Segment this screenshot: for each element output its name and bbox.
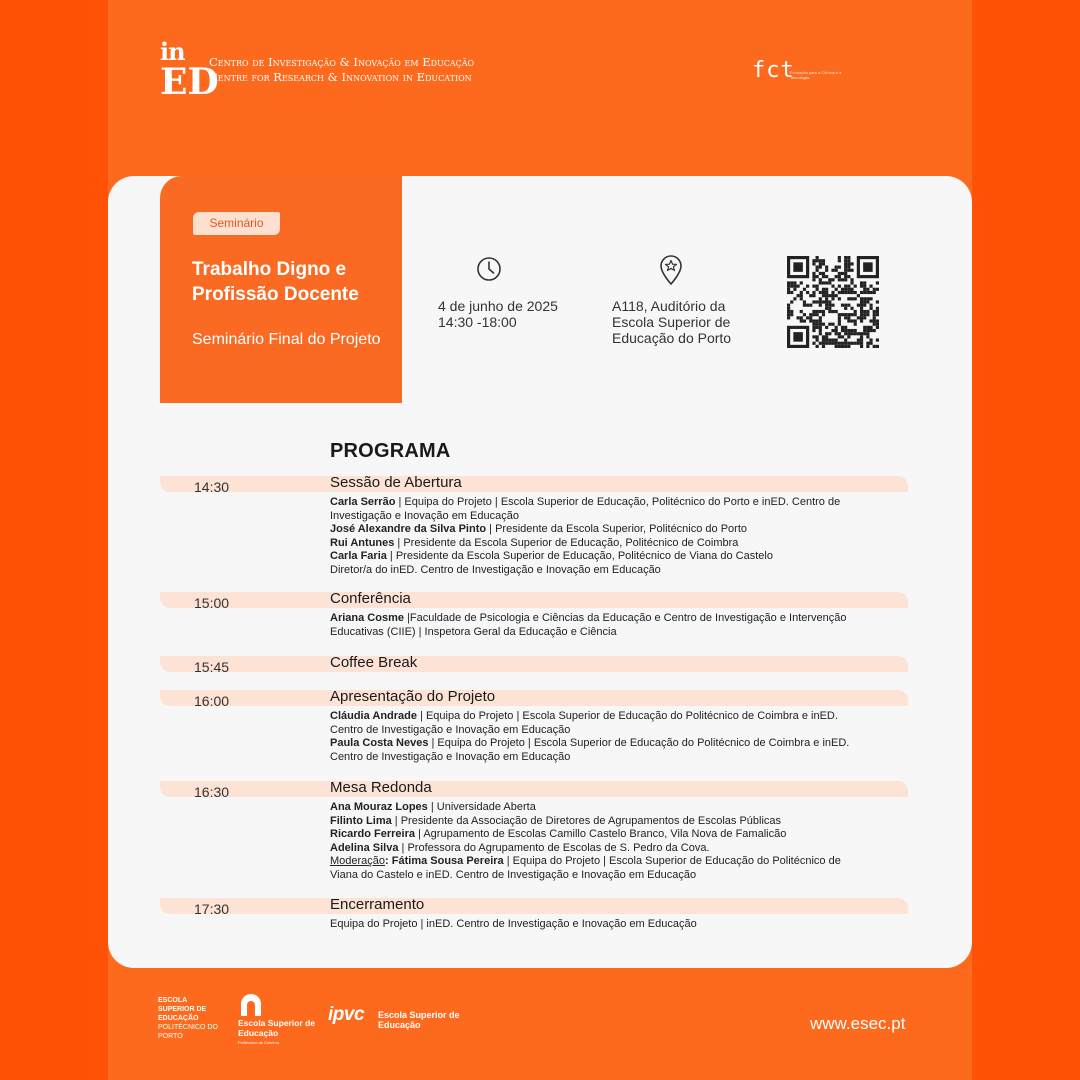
participant-affiliation: | Presidente da Associação de Diretores de Agrupamentos de Escolas Públicas bbox=[391, 814, 782, 827]
session-heading: Mesa Redonda bbox=[330, 779, 432, 796]
session-participant bbox=[330, 801, 870, 815]
event-subtitle: Seminário Final do Projeto bbox=[192, 331, 381, 348]
participant-affiliation: | Equipa do Projeto | Escola Superior de Educação do Politécnico de Coimbra e inED. Centro de Investigação e Inovação em Educação bbox=[330, 737, 850, 763]
participant-name: Carla Serrão bbox=[330, 496, 396, 508]
participant-affiliation: | Presidente da Escola Superior, Politécnico do Porto bbox=[486, 523, 748, 535]
qr-code[interactable] bbox=[787, 256, 879, 348]
ipvc-school-name: Escola Superior de Educação bbox=[378, 1010, 460, 1030]
centre-name-pt: Centro de Investigação & Inovação em Educação bbox=[209, 55, 475, 69]
session-bar bbox=[160, 898, 908, 914]
session-time: 17:30 bbox=[194, 901, 230, 917]
session-participant bbox=[330, 855, 870, 882]
session-details bbox=[330, 918, 870, 932]
participant-name: José Alexandre da Silva Pinto bbox=[330, 523, 487, 535]
participant-affiliation: | Equipa do Projeto | Escola Superior de Educação do Politécnico de Coimbra e inED. Centro de Investigação e Inovação em Educação bbox=[330, 710, 838, 736]
esec-institution: Politécnico de Coimbra bbox=[238, 1040, 280, 1045]
session-heading: Sessão de Abertura bbox=[330, 474, 462, 491]
session-time: 15:00 bbox=[194, 595, 230, 611]
esec-name: Escola Superior de Educação bbox=[238, 1018, 315, 1038]
participant-name: Ricardo Ferreira bbox=[330, 828, 415, 840]
participant-affiliation: | Universidade Aberta bbox=[427, 801, 536, 813]
ipvc-logo bbox=[328, 1004, 460, 1030]
session-heading: Coffee Break bbox=[330, 654, 418, 671]
session-participant bbox=[330, 496, 870, 523]
session-participant bbox=[330, 828, 870, 842]
participant-role-prefix: Moderação bbox=[330, 855, 386, 867]
session-bar bbox=[160, 476, 908, 492]
website-link[interactable]: www.esec.pt bbox=[810, 1014, 906, 1033]
session-bar bbox=[160, 690, 908, 706]
participant-name: Cláudia Andrade bbox=[330, 710, 417, 722]
session-participant bbox=[330, 710, 870, 737]
participant-name: Rui Antunes bbox=[330, 536, 395, 549]
left-border bbox=[0, 0, 108, 1080]
participant-affiliation: | Equipa do Projeto | Escola Superior de Educação do Politécnico de Viana do Castelo e inED. Centro de Investigação e Inovação em Educação bbox=[330, 855, 841, 881]
session-participant bbox=[330, 737, 870, 764]
participant-name: Filinto Lima bbox=[330, 814, 392, 827]
participant-name: Paula Costa Neves bbox=[330, 737, 429, 749]
session-time: 14:30 bbox=[194, 479, 230, 495]
participant-affiliation: Equipa do Projeto | inED. Centro de Investigação e Inovação em Educação bbox=[330, 918, 697, 930]
ese-porto-institution: POLITÉCNICO DO PORTO bbox=[158, 1024, 218, 1040]
session-time: 16:00 bbox=[194, 693, 230, 709]
participant-name: Ana Mouraz Lopes bbox=[330, 801, 428, 813]
session-participant bbox=[330, 612, 870, 639]
session-participant bbox=[330, 842, 870, 856]
clock-icon bbox=[476, 256, 502, 282]
participant-name: : Fátima Sousa Pereira bbox=[385, 855, 504, 867]
participant-affiliation: | Professora do Agrupamento de Escolas de S. Pedro da Cova. bbox=[398, 841, 710, 854]
session-participant bbox=[330, 918, 870, 932]
session-participant bbox=[330, 550, 870, 564]
event-time: 14:30 -18:00 bbox=[438, 314, 517, 330]
event-type-badge: Seminário bbox=[193, 212, 280, 235]
esec-logo bbox=[238, 992, 318, 1048]
session-details bbox=[330, 496, 870, 577]
session-heading: Encerramento bbox=[330, 896, 425, 913]
session-participant bbox=[330, 523, 870, 537]
program-title: PROGRAMA bbox=[330, 440, 451, 462]
session-time: 16:30 bbox=[194, 784, 230, 800]
map-pin-icon bbox=[658, 254, 684, 286]
participant-name: Carla Faria bbox=[330, 550, 387, 562]
session-time: 15:45 bbox=[194, 659, 230, 675]
session-details bbox=[330, 710, 870, 764]
session-participant bbox=[330, 815, 870, 829]
fct-logo-subtitle: Fundação para a Ciência e a Tecnologia bbox=[790, 70, 842, 80]
ese-porto-logo bbox=[158, 996, 218, 1041]
participant-affiliation: | Agrupamento de Escolas Camillo Castelo Branco, Vila Nova de Famalicão bbox=[414, 828, 787, 840]
session-bar bbox=[160, 592, 908, 608]
session-details bbox=[330, 612, 870, 639]
event-location: A118, Auditório da Escola Superior de Educação do Porto bbox=[612, 298, 732, 346]
session-participant bbox=[330, 537, 870, 551]
event-when bbox=[438, 298, 558, 330]
participant-affiliation: | Presidente da Escola Superior de Educação, Politécnico de Viana do Castelo bbox=[386, 550, 773, 562]
participant-affiliation: Diretor/a do inED. Centro de Investigação e Inovação em Educação bbox=[330, 563, 661, 576]
session-heading: Conferência bbox=[330, 590, 411, 607]
ined-logo-top: in bbox=[160, 37, 185, 66]
participant-affiliation: |Faculdade de Psicologia e Ciências da Educação e Centro de Investigação e Intervenção Educativas (CIIE) | Inspetora Geral da Educação e Ciência bbox=[330, 612, 847, 638]
centre-names bbox=[209, 55, 474, 85]
event-title: Trabalho Digno e Profissão Docente bbox=[192, 259, 359, 305]
fct-logo bbox=[752, 58, 842, 83]
right-border bbox=[972, 0, 1080, 1080]
event-date: 4 de junho de 2025 bbox=[438, 298, 558, 314]
ined-logo-bottom: ED bbox=[160, 61, 219, 103]
session-bar bbox=[160, 781, 908, 797]
ined-logo bbox=[160, 37, 219, 104]
participant-name: Ariana Cosme bbox=[330, 612, 404, 624]
fct-logo-mark: fct bbox=[752, 58, 795, 83]
session-details bbox=[330, 801, 870, 882]
ese-porto-name: ESCOLA SUPERIOR DE EDUCAÇÃO bbox=[158, 997, 207, 1022]
session-participant bbox=[330, 564, 870, 578]
session-bar bbox=[160, 656, 908, 672]
participant-affiliation: | Presidente da Escola Superior de Educação, Politécnico de Coimbra bbox=[394, 536, 739, 549]
participant-affiliation: | Equipa do Projeto | Escola Superior de Educação, Politécnico do Porto e inED. Centro de Investigação e Inovação em Educação bbox=[330, 496, 841, 522]
esec-arch-icon bbox=[238, 992, 264, 1016]
participant-name: Adelina Silva bbox=[330, 841, 399, 854]
centre-name-en: Centre for Research & Innovation in Education bbox=[209, 70, 472, 84]
ipvc-logo-mark: ipvc bbox=[328, 1004, 365, 1025]
session-heading: Apresentação do Projeto bbox=[330, 688, 496, 705]
